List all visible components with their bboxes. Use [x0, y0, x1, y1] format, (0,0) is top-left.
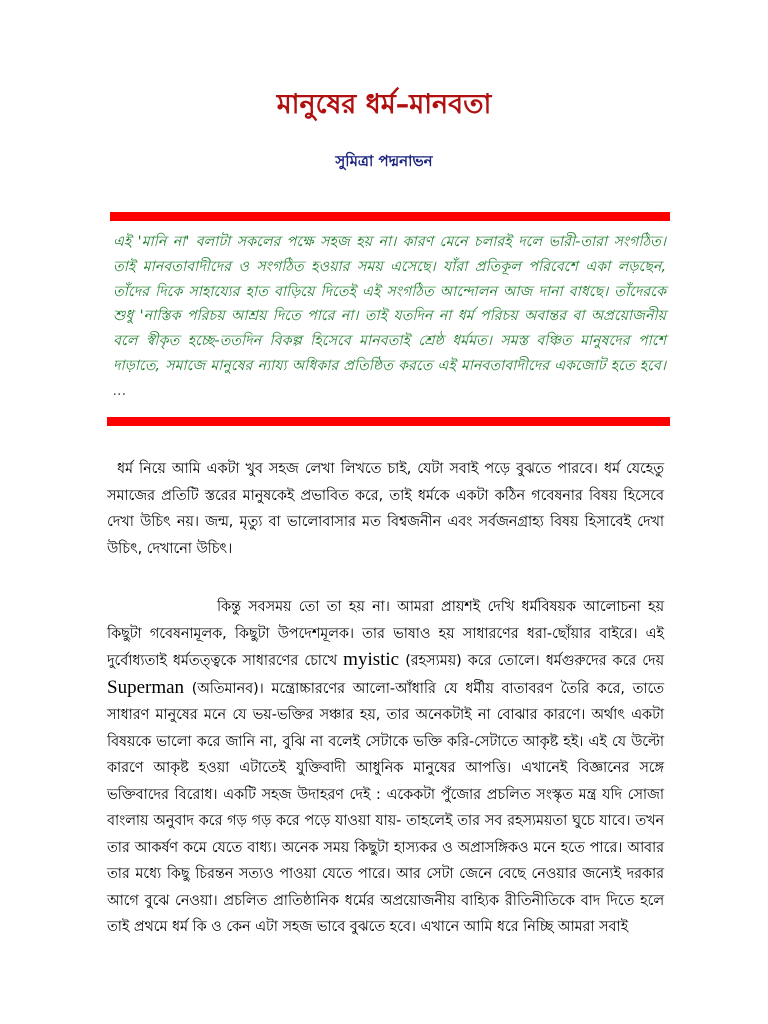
- top-divider: [110, 212, 670, 221]
- body-paragraph-2: [107, 594, 664, 941]
- abstract-text: এই 'মানি না' বলাটা সকলের পক্ষে সহজ হয় না। কারণ মেনে চলারই দলে ভারী-তারা সংগঠিত। তাই মানবতাবাদীদের ও সংগঠিত হওয়ার সময় এসেছে। যাঁরা প্রতিকূল পরিবেশে একা লড়ছেন, তাঁদের দিকে সাহায্যের হাত বাড়িয়ে দিতেই এই সংগঠিত আন্দোলন আজ দানা বাধছে। তাঁদেরকে শুধু 'নাস্তিক পরিচয় আশ্রয় দিতে পারে না। তাই যতদিন না ধর্ম পরিচয় অবান্তর বা অপ্রয়োজনীয় বলে স্বীকৃত হচ্ছে-ততদিন বিকল্প হিসেবে মানবতাই শ্রেষ্ঠ ধর্মমত। সমস্ত বঞ্চিত মানুষদের পাশে দাড়াতে, সমাজে মানুষের ন্যায্য অধিকার প্রতিষ্ঠিত করতে এই মানবতাবাদীদের একজোট হতে হবে।: [113, 234, 666, 374]
- paragraph-2-part-a: কিন্তু সবসময় তো তা হয় না। আমরা প্রায়শই দেখি ধর্মবিষয়ক আলোচনা হয় কিছুটা গবেষনামূলক, কিছুটা উপদেশমূলক। তার ভাষাও হয় সাধারণের ধরা-ছোঁয়ার বাইরে। এই দুর্বোধ্যতাই ধর্মতত্ত্বকে সাধারণের চোখে: [107, 599, 664, 669]
- paragraph-2-part-c: (অতিমানব)। মন্ত্রোচ্চারণের আলো-আঁধারি যে ধর্মীয় বাতাবরণ তৈরি করে, তাতে সাধারণ মানুষের মনে যে ভয়-ভক্তির সঞ্চার হয়, তার অনেকটাই না বোঝার কারণে। অর্থাৎ একটা বিষয়কে ভালো করে জানি না, বুঝি না বলেই সেটাকে ভক্তি করি-সেটাতে আকৃষ্ট হই। এই যে উল্টো কারণে আকৃষ্ট হওয়া এটাতেই যুক্তিবাদী আধুনিক মানুষের আপত্তি। এখানেই বিজ্ঞানের সঙ্গে ভক্তিবাদের বিরোধ। একটি সহজ উদাহরণ দেই : একেকটা পুঁজোর প্রচলিত সংস্কৃত মন্ত্র যদি সোজা বাংলায় অনুবাদ করে গড় গড় করে পড়ে যাওয়া যায়- তাহলেই তার সব রহস্যময়তা ঘুচে যাবে। তখন তার আকর্ষণ কমে যেতে বাধ্য। অনেক সময় কিছুটা হাস্যকর ও অপ্রাসঙ্গিকও মনে হতে পারে। আবার তার মধ্যে কিছু চিরন্তন সত্যও পাওয়া যেতে পারে। আর সেটা জেনে বেছে নেওয়ার জন্যেই দরকার আগে বুঝে নেওয়া। প্রচলিত প্রাতিষ্ঠানিক ধর্মের অপ্রয়োজনীয় বাহ্যিক রীতিনীতিকে বাদ দিতে হলে তাই প্রথমে ধর্ম কি ও কেন এটা সহজ ভাবে বুঝতে হবে। এখানে আমি ধরে নিচ্ছি আমরা সবাই: [107, 680, 664, 935]
- body-paragraph-1: ধর্ম নিয়ে আমি একটা খুব সহজ লেখা লিখতে চাই, যেটা সবাই পড়ে বুঝতে পারবে। ধর্ম যেহেতু সমাজের প্রতিটি স্তরের মানুষকেই প্রভাবিত করে, তাই ধর্মকে একটা কঠিন গবেষনার বিষয় হিসেবে দেখা উচিৎ নয়। জন্ম, মৃত্যু বা ভালোবাসার মত বিশ্বজনীন এবং সর্বজনগ্রাহ্য বিষয় হিসাবেই দেখা উচিৎ, দেখানো উচিৎ।: [107, 461, 664, 557]
- abstract-ellipsis: ...: [113, 382, 127, 399]
- abstract-block: [113, 230, 666, 404]
- bottom-divider: [107, 417, 670, 426]
- paragraph-2-part-b: (রহস্যময়) করে তোলে। ধর্মগুরুদের করে দেয়: [399, 653, 664, 669]
- author-name: সুমিত্রা পদ্মনাভন: [335, 152, 433, 170]
- article-title: মানুষের ধর্ম–মানবতা: [276, 89, 492, 120]
- term-myistic: myistic: [343, 649, 400, 670]
- term-superman: Superman: [107, 676, 185, 698]
